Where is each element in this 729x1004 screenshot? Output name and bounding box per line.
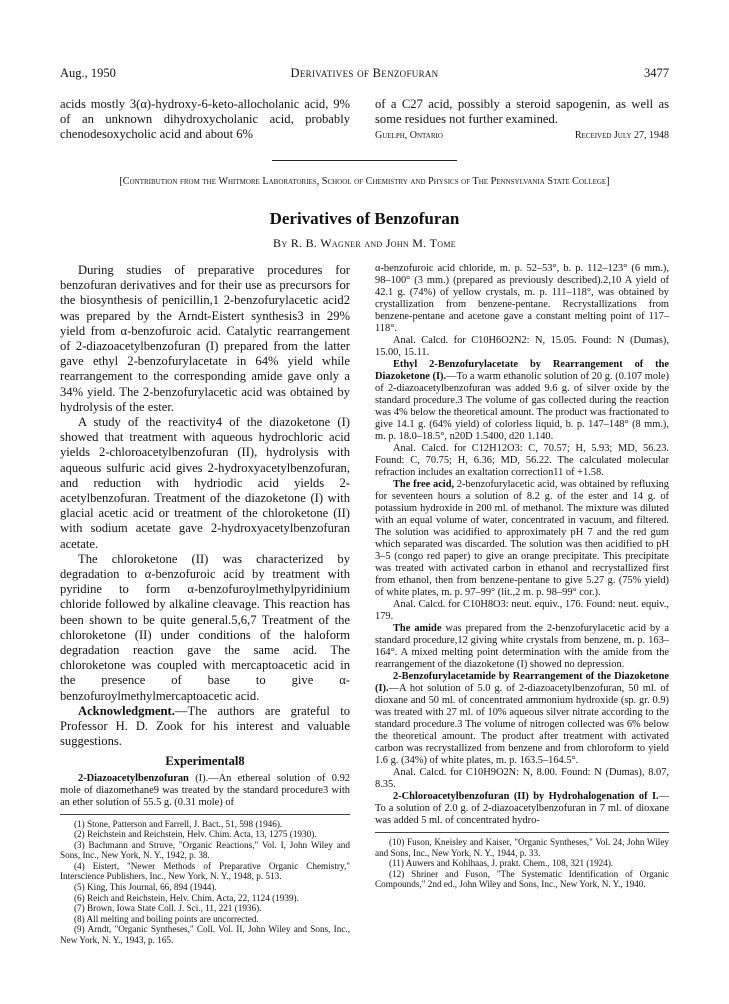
chloroacetyl-text: —To a solution of 2.0 g. of 2-diazoacetylbenzofuran in 7 ml. of dioxane was added 5 ml. of concentrated hydro-	[375, 791, 669, 826]
footnote: (10) Fuson, Kneisley and Kaiser, "Organic Syntheses," Vol. 24, John Wiley and Sons, Inc., New York, N. Y., 1944, p. 33.	[375, 837, 669, 858]
prev-article-left	[60, 97, 350, 143]
page-number: 3477	[644, 66, 669, 80]
amide-text: was prepared from the 2-benzofurylacetic acid by a standard procedure,12 giving white crystals from benzene, m. p. 163–164°. A mixed melting point determination with the amide from the rearrangement of the diazoketone (I) showed no depression.	[375, 623, 669, 670]
acknowledgment	[60, 704, 350, 750]
acetamide-paragraph	[375, 671, 669, 767]
intro-paragraph: During studies of preparative procedures for benzofuran derivatives and for their use as precursors for the biosynthesis of penicillin,1 2-benzofurylacetic acid2 was prepared by the Arndt-Eistert synthesis3 in 29% yield from α-benzofuroic acid. Catalytic rearrangement of 2-diazoacetylbenzofuran (I) prepared from the latter gave ethyl 2-benzofurylacetate in 64% yield while rearrangement to the corresponding amide gave only a 34% yield. The 2-benzofurylacetic acid was obtained by hydrolysis of the ester.	[60, 263, 350, 414]
prev-article-right	[375, 97, 669, 142]
footnote: (6) Reich and Reichstein, Helv. Chim. Acta, 22, 1124 (1939).	[74, 892, 299, 903]
ester-heading: Ethyl 2-Benzofurylacetate by Rearrangement of the Diazoketone (I).	[375, 359, 669, 382]
experimental-heading: Experimental8	[165, 753, 245, 768]
chloroacetyl-heading: 2-Chloroacetylbenzofuran (II) by Hydrohalogenation of I.	[393, 791, 659, 802]
analysis-1: Anal. Calcd. for C10H6O2N2: N, 15.05. Found: N (Dumas), 15.00, 15.11.	[375, 335, 669, 358]
issue-date: Aug., 1950	[60, 66, 116, 80]
acid-chloride-paragraph: α-benzofuroic acid chloride, m. p. 52–53°, b. p. 112–123° (6 mm.), 98–100° (3 mm.) (prepared as previously described).2,10 A yield of 42.1 g. (74%) of yellow crystals, m. p. 111–118°, was obtained by crystallization from benzene-pentane. Recrystallizations from benzene-pentane and acetone gave a constant melting point of 117–118°.	[375, 263, 669, 334]
prev-article-location: Guelph, Ontario	[375, 130, 443, 142]
ack-text: —The authors are grateful to Professor H. D. Zook for his interest and valuable suggestions.	[60, 703, 350, 749]
section-divider	[272, 160, 457, 161]
right-column	[375, 263, 669, 890]
reactivity-paragraph: A study of the reactivity4 of the diazoketone (I) showed that treatment with aqueous hydrochloric acid yields 2-chloroacetylbenzofuran (II), hydrolysis with aqueous sulfuric acid gives 2-hydroxyacetylbenzofuran, and reduction with hydriodic acid yields 2-acetylbenzofuran. Treatment of the diazoketone (I) with glacial acetic acid or treatment of the chloroketone (II) with sodium acetate gave 2-hydroxyacetylbenzofuran acetate.	[60, 415, 350, 551]
analysis-4: Anal. Calcd. for C10H9O2N: N, 8.00. Found: N (Dumas), 8.07, 8.35.	[375, 767, 669, 790]
footnote: (7) Brown, Iowa State Coll. J. Sci., 11, 221 (1936).	[74, 903, 262, 914]
analysis-3: Anal. Calcd. for C10H8O3: neut. equiv., 176. Found: neut. equiv., 179.	[375, 599, 669, 622]
prev-article-right-text: of a C27 acid, possibly a steroid sapogenin, as well as some residues not further examined.	[375, 97, 669, 127]
left-column	[60, 263, 350, 946]
ester-paragraph	[375, 359, 669, 443]
footnote: (5) King, This Journal, 66, 894 (1944).	[74, 882, 217, 893]
prev-article-received: Received July 27, 1948	[574, 130, 669, 142]
right-footnotes	[375, 837, 669, 890]
running-header	[60, 66, 669, 82]
left-footnotes	[60, 819, 350, 946]
ester-text: —To a warm ethanolic solution of 20 g. (0.107 mole) of 2-diazoacetylbenzofuran was added 9.6 g. of silver oxide by the standard procedure.3 The volume of gas collected during the reaction was 4% below the theoretical amount. The product was fractionated to give 14.1 g. (64% yield) of colorless liquid, b. p. 147–148° (8 mm.), m. p. 18.0–18.5°, n20D 1.5400, d20 1.140.	[375, 371, 669, 442]
contribution-line: [Contribution from the Whitmore Laboratories, School of Chemistry and Physics of The Pennsylvania State College]	[119, 176, 610, 187]
chloroacetyl-paragraph	[375, 791, 669, 827]
free-acid-text: 2-benzofurylacetic acid, was obtained by refluxing for seventeen hours a solution of 8.2 g. of the ester and 14 g. of potassium hydroxide in 200 ml. of methanol. The mixture was diluted with an equal volume of water, concentrated in vacuum, and filtered. The solution was acidified to approximately pH 7 and the red gum which separated was discarded. The solution was then acidified to pH 3–5 (congo red paper) to give an orange precipitate. This precipitate was treated with activated carbon in ethanol and recrystallized first from ethanol, then from benzene-pentane to give 5.27 g. (75% yield) of white plates, m. p. 97–99° (lit.,2 m. p. 98–99° cor.).	[375, 479, 669, 598]
footnote: (9) Arndt, "Organic Syntheses," Coll. Vol. II, John Wiley and Sons, Inc., New York, N. Y., 1943, p. 165.	[60, 924, 350, 946]
diazo-heading: 2-Diazoacetylbenzofuran	[78, 772, 189, 784]
footnote: (8) All melting and boiling points are uncorrected.	[74, 913, 259, 924]
prev-article-signature	[375, 127, 669, 142]
footnote: (3) Bachmann and Struve, "Organic Reactions," Vol. I, John Wiley and Sons, Inc., New York, N. Y., 1942, p. 38.	[60, 839, 350, 861]
footnote: (12) Shriner and Fuson, "The Systematic Identification of Organic Compounds," 2nd ed., John Wiley and Sons, Inc., New York, N. Y., 1940.	[375, 868, 669, 890]
footnote: (2) Reichstein and Reichstein, Helv. Chim. Acta, 13, 1275 (1930).	[74, 829, 317, 840]
amide-paragraph	[375, 623, 669, 671]
footnote: (11) Auwers and Kohlhaas, J. prakt. Chem., 108, 321 (1924).	[389, 858, 614, 869]
footnote-rule	[375, 832, 669, 833]
running-title: Derivatives of Benzofuran	[290, 66, 439, 80]
ack-heading: Acknowledgment.	[78, 703, 175, 718]
footnote: (4) Eistert, "Newer Methods of Preparative Organic Chemistry," Interscience Publishers, Inc., New York, N. Y., 1948, p. 513.	[60, 860, 350, 882]
footnote-rule	[60, 814, 350, 815]
prev-article-left-text: acids mostly 3(α)-hydroxy-6-keto-allocholanic acid, 9% of an unknown dihydroxycholanic acid, probably chenodesoxycholic acid and about 6%	[60, 97, 350, 142]
analysis-2: Anal. Calcd. for C12H12O3: C, 70.57; H, 5.93; MD, 56.23. Found: C, 70.75; H, 6.36; MD, 56.22. The calculated molecular refraction includes an exaltation correction11 of +1.58.	[375, 443, 669, 478]
article-title: Derivatives of Benzofuran	[269, 209, 460, 228]
article-authors: By R. B. Wagner and John M. Tome	[273, 236, 456, 250]
free-acid-paragraph	[375, 479, 669, 599]
diazo-paragraph	[60, 773, 350, 809]
free-acid-heading: The free acid,	[393, 479, 455, 490]
chloroketone-paragraph: The chloroketone (II) was characterized by degradation to α-benzofuroic acid by treatment with pyridine to form α-benzofuroylmethylpyridinium chloride followed by alkaline cleavage. This reaction has been shown to be quite general.5,6,7 Treatment of the chloroketone (II) under conditions of the haloform degradation reaction gave the same acid. The chloroketone was coupled with mercaptoacetic acid in the presence of base to give α-benzofuroylmethylmercaptoacetic acid.	[60, 551, 350, 703]
acetamide-text: —A hot solution of 5.0 g. of 2-diazoacetylbenzofuran, 50 ml. of dioxane and 50 ml. of concentrated ammonium hydroxide (sp. gr. 0.9) was treated with 27 ml. of 10% aqueous silver nitrate according to the standard procedure.3 The volume of nitrogen collected was 6% below the theoretical amount. The product after treatment with activated carbon was recrystallized from benzene and from chloroform to yield 1.6 g. (34%) of white plates, m. p. 163.5–164.5°.	[375, 683, 669, 766]
acetamide-heading: 2-Benzofurylacetamide by Rearrangement of the Diazoketone (I).	[375, 671, 669, 694]
footnote: (1) Stone, Patterson and Farrell, J. Bact., 51, 598 (1946).	[74, 818, 283, 829]
diazo-text: (I).—An ethereal solution of 0.92 mole of diazomethane9 was treated by the standard procedure3 with an ether solution of 55.5 g. (0.31 mole) of	[60, 772, 350, 808]
amide-heading: The amide	[393, 623, 442, 634]
